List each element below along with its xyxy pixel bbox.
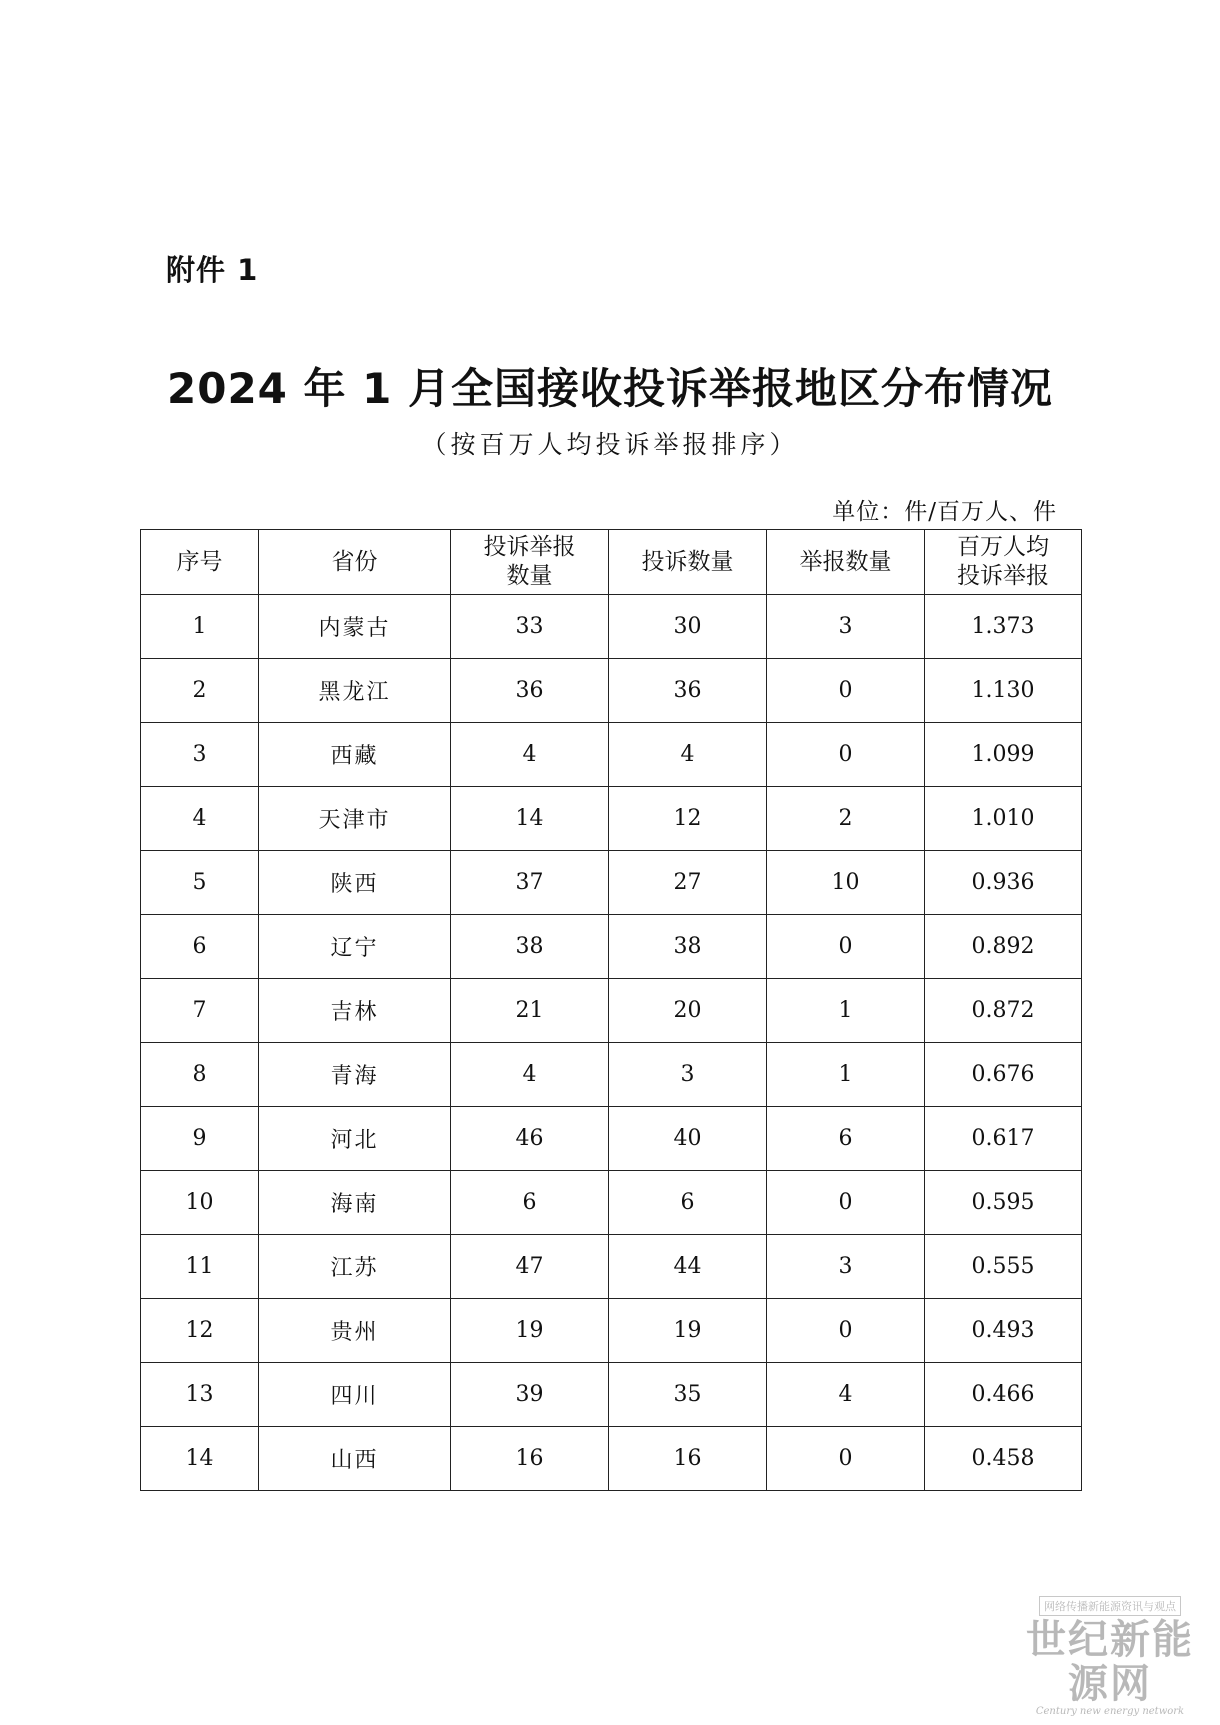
cell-report-count: 1 (767, 979, 925, 1043)
cell-province: 西藏 (259, 723, 451, 787)
cell-complaint-count: 27 (609, 851, 767, 915)
table-row (141, 1107, 1082, 1171)
cell-index: 10 (141, 1171, 259, 1235)
header-index: 序号 (141, 530, 259, 595)
cell-index: 12 (141, 1299, 259, 1363)
cell-report-count: 0 (767, 723, 925, 787)
table-row (141, 1171, 1082, 1235)
cell-report-count: 0 (767, 1427, 925, 1491)
cell-province: 黑龙江 (259, 659, 451, 723)
cell-per-million: 0.466 (925, 1363, 1082, 1427)
cell-complaint-count: 3 (609, 1043, 767, 1107)
cell-total-count: 4 (451, 1043, 609, 1107)
cell-province: 贵州 (259, 1299, 451, 1363)
watermark-logo (1010, 1595, 1210, 1717)
cell-per-million: 0.595 (925, 1171, 1082, 1235)
cell-total-count: 4 (451, 723, 609, 787)
cell-complaint-count: 36 (609, 659, 767, 723)
cell-total-count: 16 (451, 1427, 609, 1491)
cell-complaint-count: 38 (609, 915, 767, 979)
cell-complaint-count: 20 (609, 979, 767, 1043)
table-row (141, 979, 1082, 1043)
table-row (141, 1235, 1082, 1299)
cell-province: 青海 (259, 1043, 451, 1107)
cell-per-million: 1.130 (925, 659, 1082, 723)
cell-total-count: 36 (451, 659, 609, 723)
table-row (141, 851, 1082, 915)
cell-per-million: 0.617 (925, 1107, 1082, 1171)
cell-province: 内蒙古 (259, 595, 451, 659)
cell-report-count: 3 (767, 1235, 925, 1299)
table-row (141, 723, 1082, 787)
cell-index: 8 (141, 1043, 259, 1107)
table-row (141, 1363, 1082, 1427)
header-report-count: 举报数量 (767, 530, 925, 595)
watermark-tagline: 网络传播新能源资讯与观点 (1039, 1596, 1181, 1616)
cell-total-count: 47 (451, 1235, 609, 1299)
cell-report-count: 3 (767, 595, 925, 659)
cell-total-count: 6 (451, 1171, 609, 1235)
cell-per-million: 0.493 (925, 1299, 1082, 1363)
table-row (141, 787, 1082, 851)
cell-complaint-count: 6 (609, 1171, 767, 1235)
cell-total-count: 19 (451, 1299, 609, 1363)
table-row (141, 915, 1082, 979)
cell-report-count: 0 (767, 659, 925, 723)
cell-complaint-count: 30 (609, 595, 767, 659)
cell-total-count: 46 (451, 1107, 609, 1171)
table-row (141, 659, 1082, 723)
cell-report-count: 0 (767, 915, 925, 979)
table-row (141, 1299, 1082, 1363)
cell-province: 河北 (259, 1107, 451, 1171)
cell-province: 海南 (259, 1171, 451, 1235)
cell-index: 6 (141, 915, 259, 979)
cell-complaint-count: 12 (609, 787, 767, 851)
cell-complaint-count: 35 (609, 1363, 767, 1427)
cell-complaint-count: 19 (609, 1299, 767, 1363)
cell-province: 山西 (259, 1427, 451, 1491)
cell-per-million: 0.892 (925, 915, 1082, 979)
cell-report-count: 0 (767, 1171, 925, 1235)
cell-index: 13 (141, 1363, 259, 1427)
cell-total-count: 39 (451, 1363, 609, 1427)
cell-per-million: 1.099 (925, 723, 1082, 787)
cell-per-million: 1.373 (925, 595, 1082, 659)
complaint-distribution-table (140, 529, 1082, 1491)
cell-province: 江苏 (259, 1235, 451, 1299)
cell-province: 四川 (259, 1363, 451, 1427)
cell-index: 7 (141, 979, 259, 1043)
attachment-label: 附件 1 (166, 253, 259, 287)
cell-province: 辽宁 (259, 915, 451, 979)
cell-province: 吉林 (259, 979, 451, 1043)
cell-total-count: 37 (451, 851, 609, 915)
cell-total-count: 14 (451, 787, 609, 851)
cell-total-count: 33 (451, 595, 609, 659)
cell-per-million: 0.555 (925, 1235, 1082, 1299)
cell-report-count: 6 (767, 1107, 925, 1171)
header-per-million: 百万人均 投诉举报 (925, 530, 1082, 595)
cell-per-million: 1.010 (925, 787, 1082, 851)
table-row (141, 595, 1082, 659)
watermark-english: Century new energy network (1035, 1706, 1185, 1717)
cell-report-count: 2 (767, 787, 925, 851)
cell-index: 14 (141, 1427, 259, 1491)
table-body (141, 595, 1082, 1491)
unit-note: 单位：件/百万人、件 (832, 499, 1057, 525)
table-header-row (141, 530, 1082, 595)
cell-per-million: 0.872 (925, 979, 1082, 1043)
header-total-count: 投诉举报 数量 (451, 530, 609, 595)
cell-per-million: 0.458 (925, 1427, 1082, 1491)
cell-total-count: 38 (451, 915, 609, 979)
cell-complaint-count: 4 (609, 723, 767, 787)
cell-index: 4 (141, 787, 259, 851)
cell-index: 11 (141, 1235, 259, 1299)
cell-province: 陕西 (259, 851, 451, 915)
cell-index: 2 (141, 659, 259, 723)
cell-complaint-count: 44 (609, 1235, 767, 1299)
page-title: 2024 年 1 月全国接收投诉举报地区分布情况 (167, 364, 1053, 413)
table-row (141, 1043, 1082, 1107)
cell-index: 5 (141, 851, 259, 915)
cell-total-count: 21 (451, 979, 609, 1043)
cell-index: 1 (141, 595, 259, 659)
header-complaint-count: 投诉数量 (609, 530, 767, 595)
page-subtitle: （按百万人均投诉举报排序） (421, 430, 799, 459)
cell-index: 3 (141, 723, 259, 787)
cell-per-million: 0.936 (925, 851, 1082, 915)
cell-report-count: 10 (767, 851, 925, 915)
cell-province: 天津市 (259, 787, 451, 851)
cell-per-million: 0.676 (925, 1043, 1082, 1107)
watermark-brand: 世纪新能源网 (1026, 1617, 1194, 1707)
cell-index: 9 (141, 1107, 259, 1171)
cell-complaint-count: 16 (609, 1427, 767, 1491)
cell-complaint-count: 40 (609, 1107, 767, 1171)
table-row (141, 1427, 1082, 1491)
cell-report-count: 0 (767, 1299, 925, 1363)
header-province: 省份 (259, 530, 451, 595)
cell-report-count: 1 (767, 1043, 925, 1107)
cell-report-count: 4 (767, 1363, 925, 1427)
